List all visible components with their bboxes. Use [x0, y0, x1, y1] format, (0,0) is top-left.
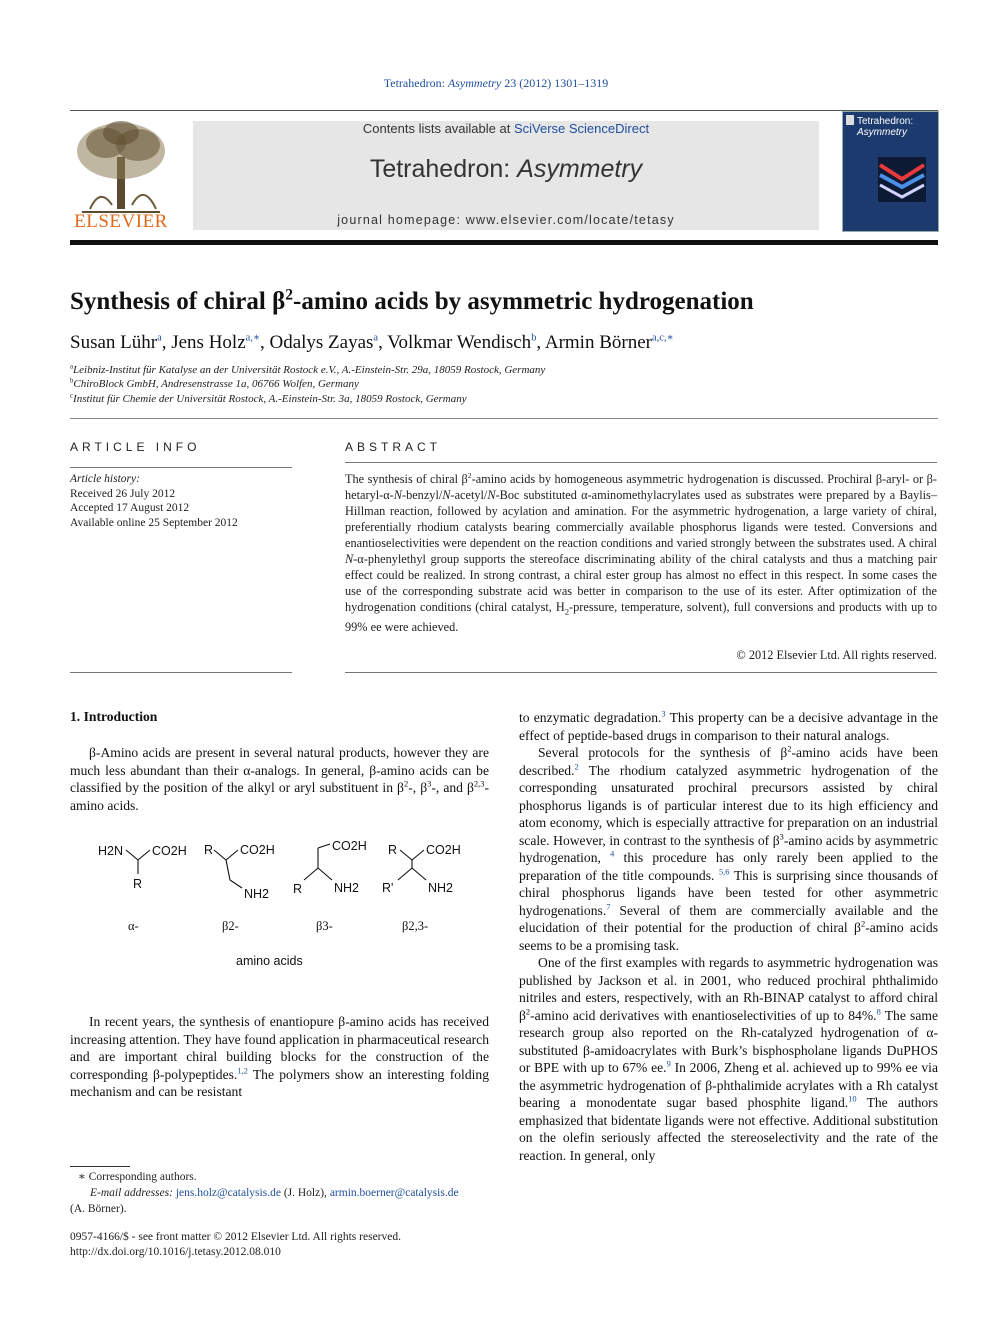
group-label: NH2 — [428, 881, 454, 895]
publisher-name: ELSEVIER — [74, 211, 168, 232]
author[interactable]: Susan Lühr$^a$ — [70, 332, 162, 353]
bond — [214, 850, 226, 860]
affiliation: $^b$ChiroBlock GmbH, Andresenstrasse 1a, 06766 Wolfen, Germany — [70, 377, 359, 390]
contents-line: Contents lists available at SciVerse ScienceDirect — [362, 121, 650, 136]
intro-paragraph-1: β-Amino acids are present in several natural products, however they are much less abundant than their α-analogs. In general, β-amino acids can be classified by the position of the alkyl or aryl substituent in $\beta^2-$, $\beta^3-$, and $\beta^{2,3}$-amino acids. — [70, 745, 489, 813]
scheme-label: β3- — [316, 919, 333, 933]
bond — [412, 850, 424, 860]
journal-homepage[interactable]: journal homepage: www.elsevier.com/locate/tetasy — [337, 213, 675, 227]
corresponding-author-note: ∗ Corresponding authors. — [78, 1171, 197, 1183]
affiliation-rule — [70, 418, 938, 419]
cover-title: Tetrahedron: Asymmetry — [857, 116, 914, 138]
elsevier-tree-icon — [70, 117, 172, 217]
bond — [230, 880, 242, 888]
affiliation: $^a$Leibniz-Institut für Katalyse an der Universität Rostock e.V., A.-Einstein-Str. 29a, 18059 Rostock, Germany — [70, 363, 546, 376]
group-label: R — [388, 843, 398, 857]
journal-cover-image[interactable] — [842, 111, 939, 232]
group-label: R — [293, 882, 303, 896]
group-label: CO2H — [240, 843, 275, 857]
bond — [412, 868, 426, 880]
bond — [304, 868, 318, 880]
journal-reference[interactable]: Tetrahedron: Asymmetry 23 (2012) 1301–1319 — [383, 76, 609, 90]
group-label: NH2 — [244, 887, 270, 901]
article-info-heading: ARTICLE INFO — [70, 440, 201, 454]
abstract-text: The synthesis of chiral $\beta^2$-amino acids by homogeneous asymmetric hydrogenation is discussed. Prochiral β-aryl- or β-hetaryl-α-N-benzyl/N-acetyl/N-Boc substituted α-aminomethylacrylates used as substrates were prepared by a Baylis–Hillman reaction, followed by acylation and amination. For the asymmetric hydrogenation, a large variety of chiral, preferentially rhodium catalysts bearing commercially available phosphorus ligands were tested. Conversions and enantioselectivities were dependent on the reaction conditions and varied strongly between the substrates used. A chiral N-α-phenylethyl group supports the stereoface discriminating ability of the chiral catalysts and thus a matching pair effect could be realized. In strong contrast, a chiral ester group has almost no effect in this respect. In some cases the use of the corresponding substrate acid was better in comparison to the use of its ester. After optimization of the hydrogenation conditions (chiral catalyst, $H_2$-pressure, temperature, solvent), full conversions and products with up to 99% ee were achieved. — [345, 470, 938, 635]
bond — [318, 844, 330, 848]
group-label: R — [133, 877, 143, 891]
abstract-heading: ABSTRACT — [345, 440, 442, 454]
abstract-rule — [345, 462, 937, 463]
issn-line: 0957-4166/$ - see front matter © 2012 Elsevier Ltd. All rights reserved. — [70, 1231, 401, 1243]
group-label: R' — [382, 881, 394, 895]
group-label: CO2H — [152, 844, 187, 858]
header-top-rule — [70, 110, 938, 111]
header-bottom-rule — [70, 240, 938, 245]
bond — [226, 860, 230, 880]
group-label: CO2H — [332, 839, 367, 853]
sciencedirect-link[interactable]: SciVerse ScienceDirect — [513, 121, 650, 136]
scheme-label: α- — [128, 919, 139, 933]
scheme-caption: amino acids — [236, 954, 303, 968]
author[interactable]: Jens Holz$^{a,∗}$ — [171, 332, 260, 353]
group-label: CO2H — [426, 843, 461, 857]
email-addresses: E-mail addresses: jens.holz@catalysis.de (J. Holz), armin.boerner@catalysis.de (A. Börner). — [70, 1187, 459, 1215]
author[interactable]: Odalys Zayas$^a$ — [269, 332, 379, 353]
abstract-bottom-rule — [345, 672, 937, 673]
amino-acid-structures-scheme — [90, 830, 470, 975]
affiliation: $^c$Institut für Chemie der Universität Rostock, A.-Einstein-Str. 3a, 18059 Rostock, Germany — [70, 392, 467, 405]
scheme-label: β2- — [222, 919, 239, 933]
article-info-bottom-rule — [70, 672, 292, 673]
author-list: Susan Lühr$^a$, Jens Holz$^{a,∗}$, Odalys Zayas$^a$, Volkmar Wendisch$^b$, Armin Börner$^{a,c,∗}$ — [70, 332, 674, 353]
bond — [398, 868, 412, 880]
journal-title: Tetrahedron: Asymmetry — [369, 155, 643, 183]
bond — [126, 850, 138, 860]
article-history: Article history: Received 26 July 2012 Accepted 17 August 2012 Available online 25 September 2012 — [70, 473, 238, 529]
group-label: H2N — [98, 844, 124, 858]
section-heading-introduction: 1. Introduction — [70, 709, 158, 724]
doi-link[interactable]: http://dx.doi.org/10.1016/j.tetasy.2012.08.010 — [70, 1246, 281, 1258]
copyright-notice: © 2012 Elsevier Ltd. All rights reserved. — [736, 648, 937, 662]
bond — [226, 850, 238, 860]
footnote-rule — [70, 1166, 130, 1167]
bond — [318, 868, 332, 880]
group-label: NH2 — [334, 881, 360, 895]
email-link[interactable]: armin.boerner@catalysis.de — [329, 1187, 459, 1199]
author[interactable]: Volkmar Wendisch$^b$ — [387, 332, 537, 353]
group-label: R — [204, 843, 214, 857]
email-link[interactable]: jens.holz@catalysis.de — [175, 1187, 281, 1199]
elsevier-logo[interactable] — [70, 117, 172, 232]
bond — [138, 850, 150, 860]
bond — [400, 850, 412, 860]
right-column-text: to enzymatic degradation.$^3$ This property can be a decisive advantage in the effect of peptide-based drugs in comparison to their natural analogs. Several protocols for the synthesis of $\beta^2$-amino acids have been described.$^2$ The rhodium catalyzed asymmetric hydrogenation of the corresponding unsaturated prochiral precursors assisted by chiral phosphorus ligands is of particular interest due to its high efficiency and atom economy, which is especially attractive for preparation on an industrial scale. However, in contrast to the synthesis of $\beta^3$-amino acids by asymmetric hydrogenation, $^4$ this procedure has only rarely been applied to the preparation of the title compounds. $^{5,6}$ This is surprising since thousands of chiral phosphorus ligands have been tested for other asymmetric hydrogenations.$^7$ Several of them are commercially available and the elucidation of their potential for the production of chiral $\beta^2$-amino acids seems to be a promising task. One of the first examples with regards to asymmetric hydrogenation was published by Jackson et al. in 2001, who reduced prochiral phthalimido nitriles and esters, respectively, with an Rh-BINAP catalyst to afford chiral $\beta^2$-amino acid derivatives with enantioselectivities of up to 84%.$^8$ The same research group also reported on the Rh-catalyzed hydrogenation of α-substituted β-amidoacrylates with Burk’s bisphospholane ligands DuPHOS or BPE with up to 67% ee.$^9$ In 2006, Zheng et al. achieved up to 99% ee via the asymmetric hydrogenation of β-phthalimide acrylates with a Rh catalyst bearing a monodentate sugar based phosphite ligand.$^{10}$ The authors emphasized that bidentate ligands were not effective. Additional substitution on the olefin seriously affected the stereoselectivity and the rate of the reaction. In general, only — [519, 708, 938, 1163]
author[interactable]: Armin Börner$^{a,c,∗}$ — [544, 332, 674, 353]
article-title: Synthesis of chiral $\beta^2$-amino acids by asymmetric hydrogenation — [70, 286, 754, 315]
cover-logo-icon — [846, 115, 854, 125]
article-info-rule — [70, 467, 292, 468]
scheme-label: β2,3- — [402, 919, 429, 933]
cover-artwork-icon — [878, 157, 926, 202]
intro-paragraph-2: In recent years, the synthesis of enantiopure β-amino acids has received increasing attention. They have found application in pharmaceutical research and are important chiral building blocks for the construction of the corresponding β-polypeptides.$^{1,2}$ The polymers show an interesting folding mechanism and can be resistant — [70, 1014, 489, 1099]
